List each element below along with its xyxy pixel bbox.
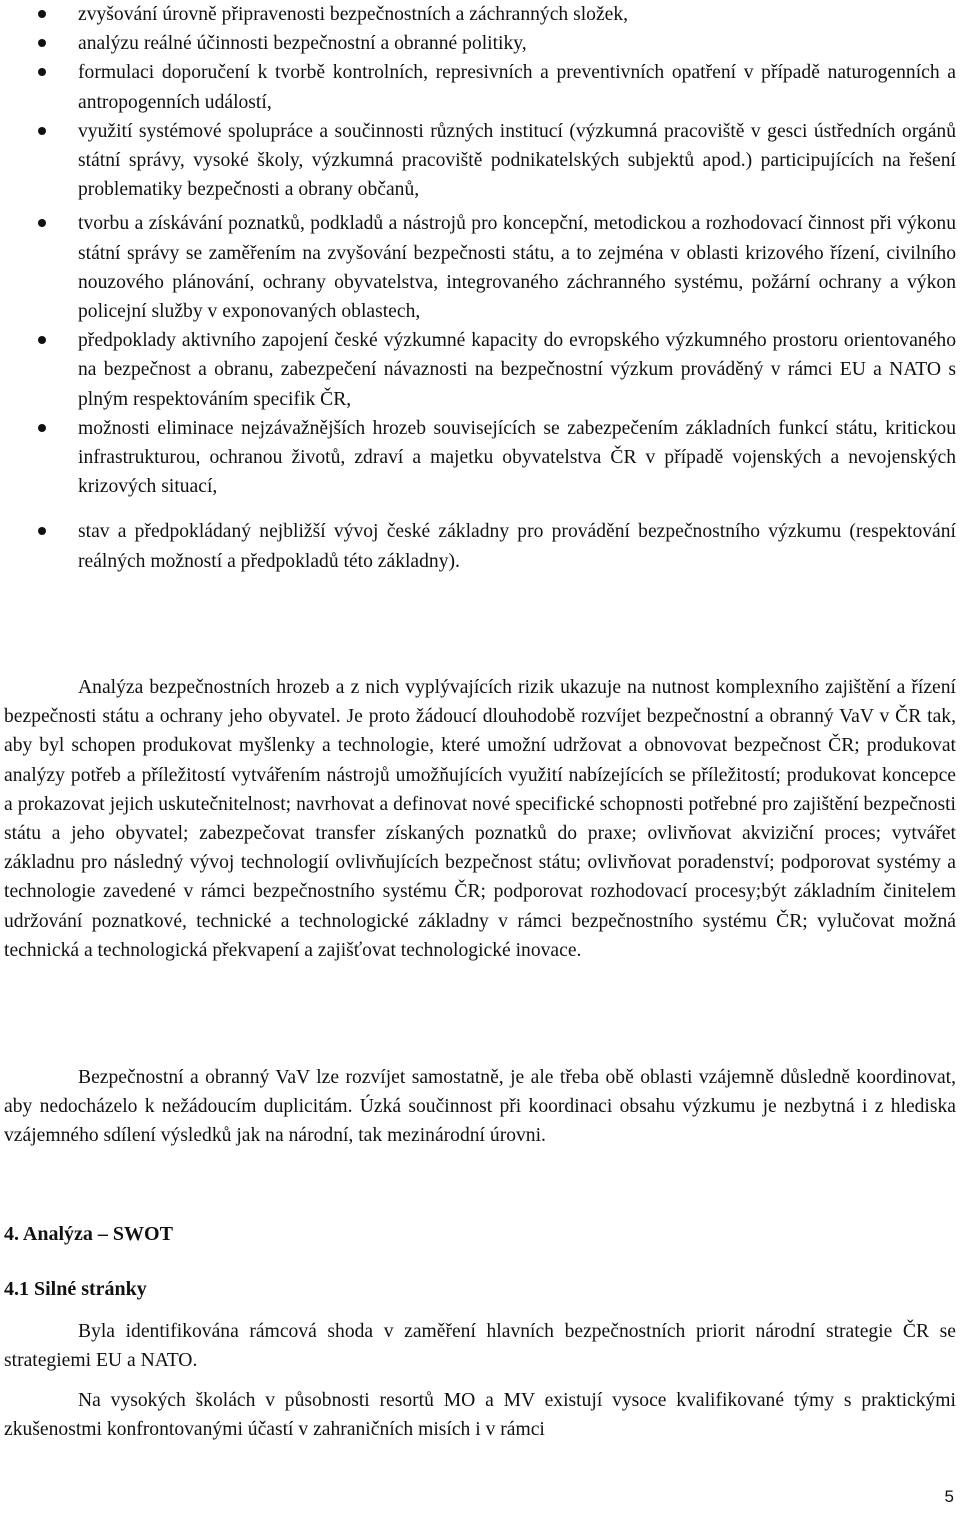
list-item-text: možnosti eliminace nejzávažnějších hrozeb souvisejících se zabezpečením základních funkcí státu, kritickou infrastrukturou, ochranou životů, zdraví a majetku obyvatelstva ČR v případě vojenských a nevojenských krizových situací, <box>78 417 956 498</box>
bullet-icon <box>38 219 46 227</box>
bullet-icon <box>38 10 46 18</box>
strengths-paragraph: Na vysokých školách v působnosti resortů MO a MV existují vysoce kvalifikované týmy s praktickými zkušenostmi konfrontovanými účastí v zahraničních misích i v rámci <box>4 1390 956 1441</box>
list-item-text: formulaci doporučení k tvorbě kontrolních, represivních a preventivních opatření v případě naturogenních a antropogenních událostí, <box>78 62 956 113</box>
list-item-text: zvyšování úrovně připravenosti bezpečnostních a záchranných složek, <box>78 4 629 25</box>
list-item-text: analýzu reálné účinnosti bezpečnostní a obranné politiky, <box>78 33 527 55</box>
strengths-paragraph: Byla identifikována rámcová shoda v zaměření hlavních bezpečnostních priorit národní strategie ČR se strategiemi EU a NATO. <box>4 1321 956 1372</box>
list-item-text: předpoklady aktivního zapojení české výzkumné kapacity do evropského výzkumného prostoru orientovaného na bezpečnost a obranu, zabezpečení návaznosti na bezpečnostní výzkum prováděný v rámci EU a NATO s plným respektováním specifik ČR, <box>78 330 956 410</box>
list-item <box>0 58 956 116</box>
subsection-heading: 4.1 Silné stránky <box>4 1278 147 1300</box>
list-item <box>0 414 956 502</box>
list-item-text: tvorbu a získávání poznatků, podkladů a nástrojů pro koncepční, metodickou a rozhodovací činnost při výkonu státní správy se zaměřením na zvyšování bezpečnosti státu, a to zejména v oblasti krizového řízení, civilního nouzového plánování, ochrany obyvatelstva, integrovaného záchranného systému, požární ochrany a výkon policejní služby v exponovaných oblastech, <box>78 213 956 323</box>
bullet-icon <box>38 336 46 344</box>
list-item <box>0 517 956 575</box>
list-item <box>0 29 956 58</box>
bullet-icon <box>38 424 46 432</box>
list-item <box>0 209 956 326</box>
page-number: 5 <box>944 1487 954 1506</box>
coordination-paragraph: Bezpečnostní a obranný VaV lze rozvíjet samostatně, je ale třeba obě oblasti vzájemně důsledně koordinovat, aby nedocházelo k nežádoucím duplicitám. Úzká součinnost při koordinaci obsahu výzkumu je nezbytná i z hlediska vzájemného sdílení výsledků jak na národní, tak mezinárodní úrovni. <box>4 1067 956 1147</box>
section-heading: 4. Analýza – SWOT <box>4 1223 173 1245</box>
bullet-icon <box>38 127 46 135</box>
analysis-paragraph: Analýza bezpečnostních hrozeb a z nich vyplývajících rizik ukazuje na nutnost komplexního zajištění a řízení bezpečnosti státu a ochrany jeho obyvatel. Je proto žádoucí dlouhodobě rozvíjet bezpečnostní a obranný VaV v ČR tak, aby byl schopen produkovat myšlenky a technologie, které umožní udržovat a obnovovat bezpečnost ČR; produkovat analýzy potřeb a příležitostí vytvářením nástrojů umožňujících využití nabízejících se příležitostí; produkovat koncepce a prokazovat jejich uskutečnitelnost; navrhovat a definovat nové specifické schopnosti potřebné pro zajištění bezpečnosti státu a jeho obyvatel; zabezpečovat transfer získaných poznatků do praxe; ovlivňovat akviziční proces; vytvářet základnu pro následný vývoj technologií ovlivňujících bezpečnost státu; ovlivňovat poradenství; podporovat systémy a technologie zavedené v rámci bezpečnostního systému ČR; podporovat rozhodovací procesy;být základním činitelem udržování poznatkové, technické a technologické základny v rámci bezpečnostního systému ČR; vylučovat možná technická a technologická překvapení a zajišťovat technologické inovace. <box>4 677 956 961</box>
bullet-icon <box>38 39 46 47</box>
list-item-text: stav a předpokládaný nejbližší vývoj české základny pro provádění bezpečnostního výzkumu (respektování reálných možností a předpokladů této základny). <box>78 521 956 572</box>
bullet-list <box>0 0 956 576</box>
bullet-icon <box>38 527 46 535</box>
list-item <box>0 0 956 29</box>
list-item <box>0 117 956 205</box>
list-item-text: využití systémové spolupráce a součinnosti různých institucí (výzkumná pracoviště v gesci ústředních orgánů státní správy, vysoké školy, výzkumná pracoviště podnikatelských subjektů apod.) participujících na řešení problematiky bezpečnosti a obrany občanů, <box>78 120 956 201</box>
list-item <box>0 326 956 414</box>
bullet-icon <box>38 68 46 76</box>
